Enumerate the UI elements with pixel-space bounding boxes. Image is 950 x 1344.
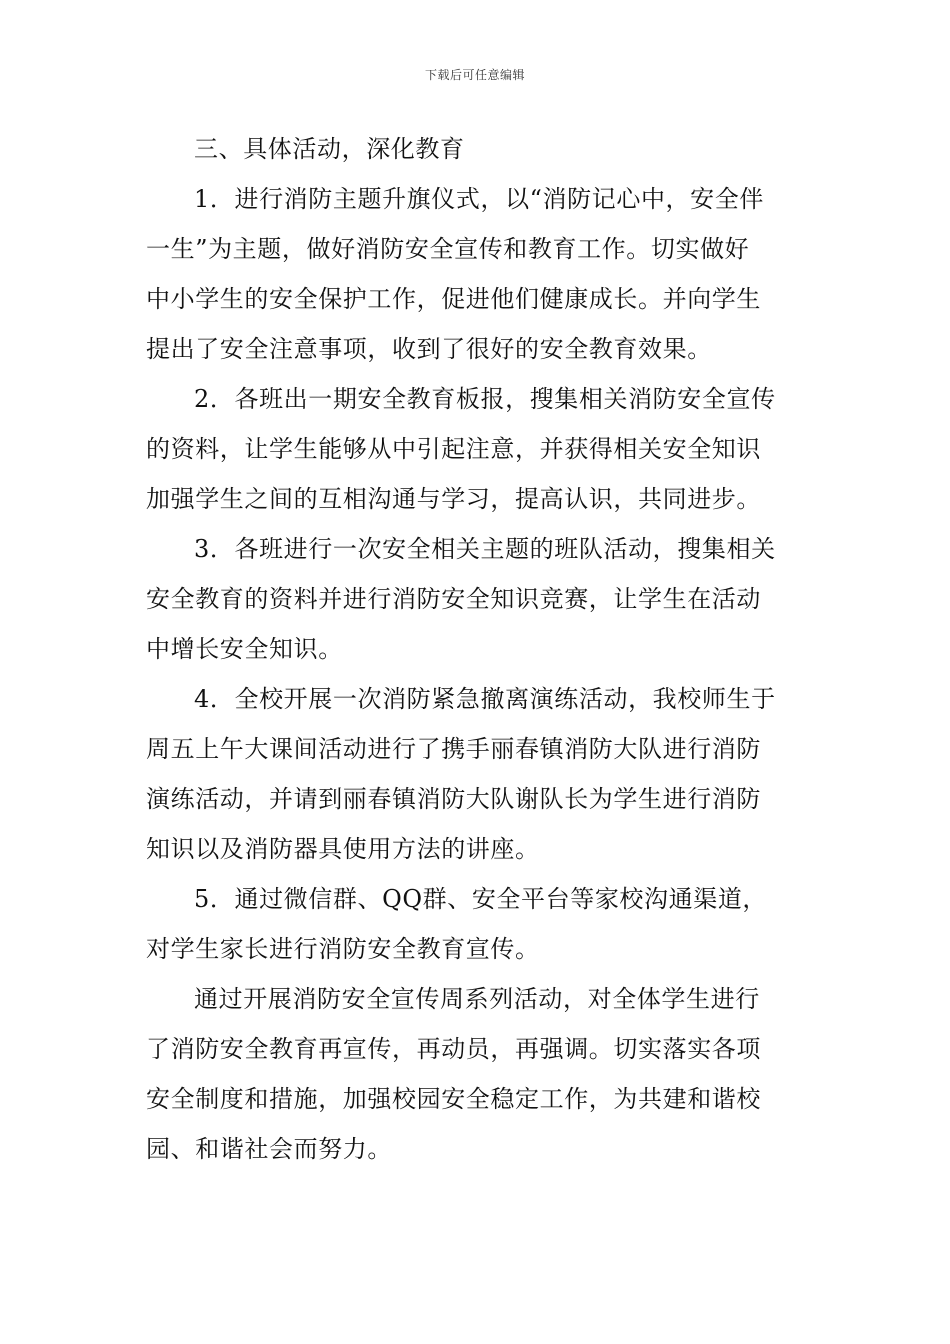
paragraph-line: 2．各班出一期安全教育板报，搜集相关消防安全宣传 — [194, 385, 776, 413]
paragraph-line: 知识以及消防器具使用方法的讲座。 — [146, 835, 540, 863]
section-heading — [146, 124, 808, 174]
paragraph-line: 3．各班进行一次安全相关主题的班队活动，搜集相关 — [194, 535, 776, 563]
header-note: 下载后可任意编辑 — [424, 68, 525, 82]
paragraph-item-1 — [146, 174, 808, 374]
paragraph-line: 周五上午大课间活动进行了携手丽春镇消防大队进行消防 — [146, 735, 761, 763]
paragraph-line: 1．进行消防主题升旗仪式，以“消防记心中，安全伴 — [194, 185, 764, 213]
paragraph-line: 5．通过微信群、QQ群、安全平台等家校沟通渠道， — [194, 885, 768, 913]
heading-text: 三、具体活动，深化教育 — [194, 135, 465, 163]
paragraph-line: 安全制度和措施，加强校园安全稳定工作，为共建和谐校 — [146, 1085, 761, 1113]
paragraph-line: 安全教育的资料并进行消防安全知识竞赛，让学生在活动 — [146, 585, 761, 613]
paragraph-line: 的资料，让学生能够从中引起注意，并获得相关安全知识 — [146, 435, 761, 463]
paragraph-line: 4．全校开展一次消防紧急撤离演练活动，我校师生于 — [194, 685, 776, 713]
conclusion-paragraph — [146, 974, 808, 1174]
paragraph-line: 一生”为主题，做好消防安全宣传和教育工作。切实做好 — [146, 235, 750, 263]
paragraph-line: 中增长安全知识。 — [146, 635, 343, 663]
paragraph-item-2 — [146, 374, 808, 524]
document-body — [146, 124, 808, 1174]
paragraph-item-3 — [146, 524, 808, 674]
paragraph-line: 对学生家长进行消防安全教育宣传。 — [146, 935, 540, 963]
paragraph-line: 通过开展消防安全宣传周系列活动，对全体学生进行 — [194, 985, 760, 1013]
paragraph-line: 提出了安全注意事项，收到了很好的安全教育效果。 — [146, 335, 712, 363]
paragraph-line: 加强学生之间的互相沟通与学习，提高认识，共同进步。 — [146, 485, 761, 513]
paragraph-line: 园、和谐社会而努力。 — [146, 1135, 392, 1163]
paragraph-line: 中小学生的安全保护工作，促进他们健康成长。并向学生 — [146, 285, 761, 313]
paragraph-item-5 — [146, 874, 808, 974]
paragraph-line: 演练活动，并请到丽春镇消防大队谢队长为学生进行消防 — [146, 785, 761, 813]
paragraph-line: 了消防安全教育再宣传，再动员，再强调。切实落实各项 — [146, 1035, 761, 1063]
paragraph-item-4 — [146, 674, 808, 874]
